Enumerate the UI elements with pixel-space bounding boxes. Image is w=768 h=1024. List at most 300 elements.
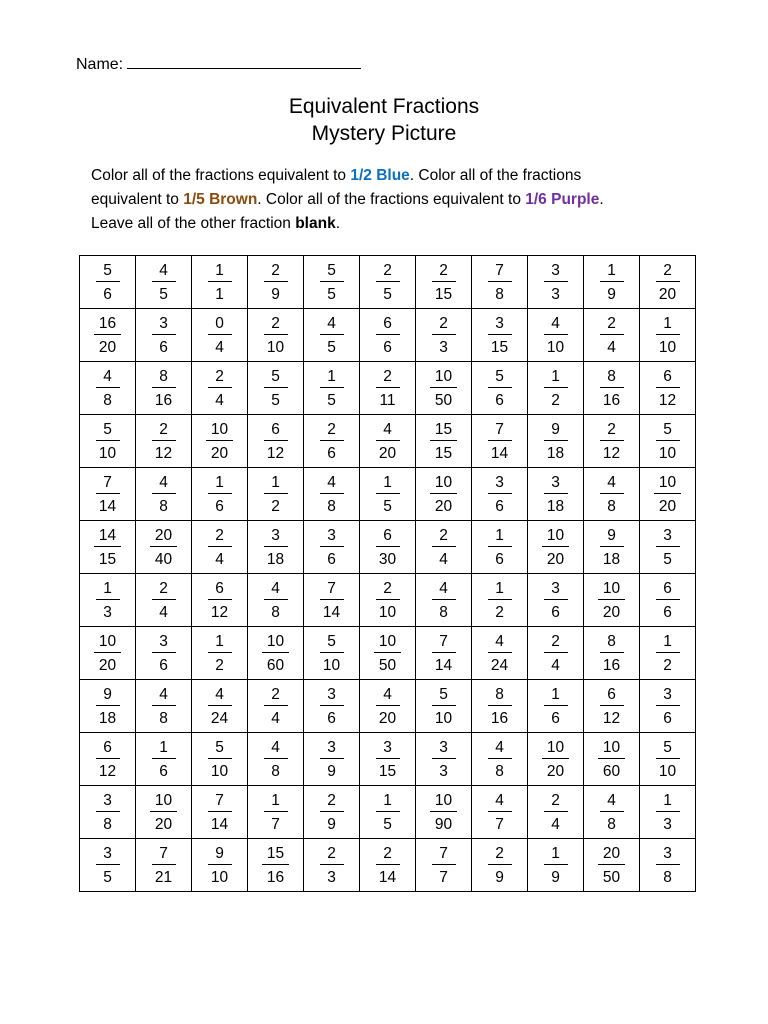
fraction-cell[interactable]: [416, 574, 472, 627]
denominator: 16: [154, 391, 173, 409]
numerator: 1: [264, 473, 288, 494]
grid-row: [80, 733, 696, 786]
fraction-cell[interactable]: [248, 680, 304, 733]
fraction: [80, 526, 135, 569]
fraction-cell[interactable]: [640, 256, 696, 309]
fraction: [584, 314, 639, 357]
denominator: 6: [159, 762, 168, 780]
fraction-cell[interactable]: [248, 786, 304, 839]
fraction-cell[interactable]: [472, 627, 528, 680]
denominator: 1: [215, 285, 224, 303]
denominator: 6: [495, 550, 504, 568]
instructions-line-2: [91, 188, 691, 212]
fraction-cell[interactable]: [584, 733, 640, 786]
fraction-cell[interactable]: [136, 680, 192, 733]
fraction-cell[interactable]: [528, 839, 584, 892]
fraction-cell[interactable]: [248, 309, 304, 362]
denominator: 6: [327, 709, 336, 727]
fraction-cell[interactable]: [304, 733, 360, 786]
fraction-cell[interactable]: [528, 786, 584, 839]
denominator: 2: [271, 497, 280, 515]
fraction-cell[interactable]: [136, 786, 192, 839]
numerator: 4: [96, 367, 120, 388]
fraction-cell[interactable]: [80, 256, 136, 309]
denominator: 8: [495, 762, 504, 780]
fraction: [584, 420, 639, 463]
fraction-cell[interactable]: [584, 839, 640, 892]
fraction: [360, 261, 415, 304]
fraction-cell[interactable]: [584, 786, 640, 839]
instructions-text: Leave all of the other fraction: [91, 215, 296, 232]
fraction-cell[interactable]: [360, 839, 416, 892]
fraction-cell[interactable]: [528, 362, 584, 415]
fraction-cell[interactable]: [528, 415, 584, 468]
grid-row: [80, 521, 696, 574]
numerator: 4: [320, 314, 344, 335]
fraction-cell[interactable]: [192, 786, 248, 839]
fraction-cell[interactable]: [416, 521, 472, 574]
numerator: 1: [544, 685, 568, 706]
fraction-cell[interactable]: [80, 309, 136, 362]
fraction-cell[interactable]: [640, 362, 696, 415]
fraction-cell[interactable]: [472, 468, 528, 521]
fraction: [192, 685, 247, 728]
fraction-cell[interactable]: [304, 680, 360, 733]
denominator: 20: [98, 338, 117, 356]
fraction-cell[interactable]: [136, 362, 192, 415]
fraction-cell[interactable]: [80, 627, 136, 680]
numerator: 4: [488, 791, 512, 812]
numerator: 4: [208, 685, 232, 706]
fraction: [360, 632, 415, 675]
fraction-cell[interactable]: [472, 680, 528, 733]
fraction-cell[interactable]: [640, 786, 696, 839]
denominator: 15: [434, 285, 453, 303]
fraction: [136, 844, 191, 887]
fraction-grid: [79, 255, 696, 892]
fraction-cell[interactable]: [136, 256, 192, 309]
fraction-cell[interactable]: [136, 309, 192, 362]
numerator: 5: [488, 367, 512, 388]
numerator: 1: [376, 791, 400, 812]
fraction-cell[interactable]: [472, 362, 528, 415]
numerator: 10: [542, 738, 569, 759]
fraction: [416, 791, 471, 834]
numerator: 10: [94, 632, 121, 653]
fraction: [640, 791, 695, 834]
fraction: [360, 844, 415, 887]
fraction-cell[interactable]: [192, 839, 248, 892]
denominator: 8: [495, 285, 504, 303]
fraction-cell[interactable]: [640, 309, 696, 362]
fraction: [472, 473, 527, 516]
fraction: [528, 420, 583, 463]
fraction-cell[interactable]: [80, 680, 136, 733]
fraction-cell[interactable]: [640, 839, 696, 892]
numerator: 4: [600, 473, 624, 494]
denominator: 9: [271, 285, 280, 303]
denominator: 4: [271, 709, 280, 727]
fraction: [640, 314, 695, 357]
fraction-cell[interactable]: [192, 627, 248, 680]
denominator: 24: [210, 709, 229, 727]
numerator: 3: [96, 791, 120, 812]
fraction-cell[interactable]: [248, 415, 304, 468]
fraction: [640, 738, 695, 781]
fraction-cell[interactable]: [528, 627, 584, 680]
fraction-cell[interactable]: [80, 839, 136, 892]
numerator: 10: [150, 791, 177, 812]
fraction: [528, 632, 583, 675]
worksheet-title: Equivalent Fractions: [288, 95, 480, 118]
fraction-cell[interactable]: [528, 309, 584, 362]
numerator: 2: [544, 791, 568, 812]
fraction-cell[interactable]: [472, 733, 528, 786]
fraction: [136, 685, 191, 728]
fraction-cell[interactable]: [248, 627, 304, 680]
numerator: 4: [376, 420, 400, 441]
fraction: [248, 261, 303, 304]
fraction-cell[interactable]: [416, 786, 472, 839]
fraction-cell[interactable]: [80, 362, 136, 415]
denominator: 8: [607, 497, 616, 515]
instructions-text: .: [335, 215, 341, 232]
fraction: [248, 314, 303, 357]
denominator: 40: [154, 550, 173, 568]
numerator: 2: [376, 261, 400, 282]
denominator: 16: [266, 868, 285, 886]
fraction-cell[interactable]: [416, 362, 472, 415]
fraction-cell[interactable]: [304, 256, 360, 309]
fraction-cell[interactable]: [248, 256, 304, 309]
fraction-cell[interactable]: [360, 309, 416, 362]
fraction-cell[interactable]: [248, 733, 304, 786]
fraction-cell[interactable]: [360, 574, 416, 627]
fraction: [640, 526, 695, 569]
numerator: 8: [600, 632, 624, 653]
fraction-cell[interactable]: [80, 786, 136, 839]
fraction: [472, 685, 527, 728]
denominator: 10: [210, 762, 229, 780]
numerator: 15: [262, 844, 289, 865]
fraction-cell[interactable]: [192, 309, 248, 362]
fraction: [136, 420, 191, 463]
fraction: [136, 473, 191, 516]
fraction-cell[interactable]: [304, 839, 360, 892]
denominator: 18: [546, 444, 565, 462]
fraction-cell[interactable]: [248, 839, 304, 892]
fraction-cell[interactable]: [136, 468, 192, 521]
fraction-cell[interactable]: [640, 521, 696, 574]
fraction-cell[interactable]: [360, 627, 416, 680]
denominator: 2: [663, 656, 672, 674]
fraction: [584, 738, 639, 781]
fraction-cell[interactable]: [416, 309, 472, 362]
numerator: 3: [488, 314, 512, 335]
fraction-cell[interactable]: [528, 733, 584, 786]
fraction: [640, 685, 695, 728]
numerator: 2: [600, 314, 624, 335]
denominator: 7: [439, 868, 448, 886]
fraction-cell[interactable]: [192, 415, 248, 468]
fraction: [416, 420, 471, 463]
denominator: 3: [663, 815, 672, 833]
fraction-cell[interactable]: [136, 574, 192, 627]
denominator: 4: [215, 550, 224, 568]
fraction-cell[interactable]: [304, 786, 360, 839]
fraction: [360, 420, 415, 463]
denominator: 6: [495, 391, 504, 409]
fraction: [640, 367, 695, 410]
fraction: [304, 738, 359, 781]
numerator: 1: [320, 367, 344, 388]
denominator: 21: [154, 868, 173, 886]
fraction: [416, 314, 471, 357]
numerator: 7: [488, 261, 512, 282]
fraction-cell[interactable]: [640, 627, 696, 680]
denominator: 8: [327, 497, 336, 515]
fraction-cell[interactable]: [640, 415, 696, 468]
numerator: 10: [654, 473, 681, 494]
fraction-cell[interactable]: [304, 362, 360, 415]
numerator: 6: [96, 738, 120, 759]
fraction-cell[interactable]: [360, 680, 416, 733]
fraction: [640, 579, 695, 622]
fraction-cell[interactable]: [80, 574, 136, 627]
fraction-cell[interactable]: [640, 733, 696, 786]
numerator: 6: [376, 314, 400, 335]
denominator: 2: [215, 656, 224, 674]
fraction-cell[interactable]: [192, 680, 248, 733]
numerator: 7: [320, 579, 344, 600]
fraction-cell[interactable]: [360, 362, 416, 415]
fraction-cell[interactable]: [80, 468, 136, 521]
fraction-cell[interactable]: [640, 574, 696, 627]
fraction-cell[interactable]: [248, 574, 304, 627]
numerator: 10: [430, 791, 457, 812]
fraction: [584, 685, 639, 728]
fraction-cell[interactable]: [416, 627, 472, 680]
fraction-cell[interactable]: [304, 309, 360, 362]
fraction-cell[interactable]: [360, 256, 416, 309]
fraction-cell[interactable]: [528, 574, 584, 627]
grid-row: [80, 574, 696, 627]
numerator: 10: [374, 632, 401, 653]
fraction-cell[interactable]: [304, 574, 360, 627]
fraction-cell[interactable]: [472, 574, 528, 627]
denominator: 18: [266, 550, 285, 568]
fraction-cell[interactable]: [80, 733, 136, 786]
fraction-cell[interactable]: [248, 468, 304, 521]
fraction-cell[interactable]: [472, 839, 528, 892]
instructions-line-3: [91, 212, 691, 236]
fraction-cell[interactable]: [80, 521, 136, 574]
denominator: 18: [602, 550, 621, 568]
instructions-text: Color all of the fractions equivalent to: [91, 167, 351, 184]
denominator: 8: [663, 868, 672, 886]
fraction-cell[interactable]: [192, 733, 248, 786]
numerator: 1: [656, 314, 680, 335]
fraction: [304, 261, 359, 304]
fraction: [416, 632, 471, 675]
denominator: 6: [103, 285, 112, 303]
fraction-cell[interactable]: [584, 362, 640, 415]
fraction: [136, 579, 191, 622]
numerator: 4: [488, 632, 512, 653]
fraction: [584, 261, 639, 304]
denominator: 15: [98, 550, 117, 568]
numerator: 4: [600, 791, 624, 812]
fraction-cell[interactable]: [640, 468, 696, 521]
denominator: 6: [495, 497, 504, 515]
fraction-cell[interactable]: [136, 733, 192, 786]
fraction-cell[interactable]: [192, 362, 248, 415]
fraction: [192, 791, 247, 834]
denominator: 20: [546, 762, 565, 780]
fraction-cell[interactable]: [584, 256, 640, 309]
denominator: 5: [103, 868, 112, 886]
denominator: 8: [103, 815, 112, 833]
fraction: [80, 261, 135, 304]
fraction-cell[interactable]: [136, 627, 192, 680]
numerator: 4: [432, 579, 456, 600]
fraction-cell[interactable]: [360, 521, 416, 574]
fraction: [304, 685, 359, 728]
numerator: 2: [264, 261, 288, 282]
denominator: 20: [98, 656, 117, 674]
denominator: 10: [266, 338, 285, 356]
fraction-cell[interactable]: [528, 521, 584, 574]
denominator: 15: [378, 762, 397, 780]
denominator: 4: [215, 338, 224, 356]
numerator: 2: [376, 844, 400, 865]
fraction-cell[interactable]: [416, 468, 472, 521]
fraction: [584, 526, 639, 569]
denominator: 20: [378, 444, 397, 462]
denominator: 10: [322, 656, 341, 674]
name-field: [76, 53, 361, 74]
grid-row: [80, 415, 696, 468]
numerator: 3: [264, 526, 288, 547]
fraction: [416, 526, 471, 569]
numerator: 3: [432, 738, 456, 759]
fraction-cell[interactable]: [416, 256, 472, 309]
numerator: 4: [152, 685, 176, 706]
fraction-cell[interactable]: [472, 521, 528, 574]
denominator: 16: [602, 391, 621, 409]
fraction-cell[interactable]: [584, 680, 640, 733]
fraction: [248, 367, 303, 410]
fraction-cell[interactable]: [416, 680, 472, 733]
fraction: [472, 632, 527, 675]
fraction-cell[interactable]: [192, 574, 248, 627]
fraction-cell[interactable]: [528, 680, 584, 733]
fraction: [80, 473, 135, 516]
fraction-cell[interactable]: [136, 839, 192, 892]
fraction: [192, 738, 247, 781]
numerator: 0: [208, 314, 232, 335]
fraction: [472, 367, 527, 410]
fraction-cell[interactable]: [248, 362, 304, 415]
fraction-cell[interactable]: [584, 627, 640, 680]
fraction-cell[interactable]: [360, 786, 416, 839]
fraction-cell[interactable]: [584, 574, 640, 627]
fraction-cell[interactable]: [584, 415, 640, 468]
numerator: 3: [544, 261, 568, 282]
fraction: [640, 473, 695, 516]
fraction: [80, 791, 135, 834]
denominator: 10: [546, 338, 565, 356]
fraction-cell[interactable]: [360, 733, 416, 786]
fraction-cell[interactable]: [304, 415, 360, 468]
denominator: 14: [378, 868, 397, 886]
numerator: 1: [376, 473, 400, 494]
fraction-cell[interactable]: [80, 415, 136, 468]
denominator: 6: [327, 444, 336, 462]
fraction-cell[interactable]: [136, 521, 192, 574]
fraction-cell[interactable]: [584, 521, 640, 574]
fraction-cell[interactable]: [192, 256, 248, 309]
fraction: [472, 844, 527, 887]
fraction-cell[interactable]: [136, 415, 192, 468]
fraction-cell[interactable]: [584, 309, 640, 362]
numerator: 20: [598, 844, 625, 865]
denominator: 20: [658, 285, 677, 303]
fraction-cell[interactable]: [584, 468, 640, 521]
numerator: 1: [544, 367, 568, 388]
fraction-cell[interactable]: [416, 415, 472, 468]
instructions-line-1: [91, 164, 691, 188]
numerator: 1: [544, 844, 568, 865]
fraction-cell[interactable]: [472, 786, 528, 839]
fraction-cell[interactable]: [304, 627, 360, 680]
denominator: 30: [378, 550, 397, 568]
fraction: [528, 791, 583, 834]
fraction-cell[interactable]: [248, 521, 304, 574]
numerator: 1: [96, 579, 120, 600]
denominator: 6: [383, 338, 392, 356]
fraction-cell[interactable]: [192, 521, 248, 574]
fraction-cell[interactable]: [528, 256, 584, 309]
fraction-cell[interactable]: [416, 733, 472, 786]
fraction-cell[interactable]: [304, 468, 360, 521]
fraction: [472, 738, 527, 781]
fraction-cell[interactable]: [472, 415, 528, 468]
fraction-cell[interactable]: [528, 468, 584, 521]
fraction: [584, 632, 639, 675]
fraction-cell[interactable]: [472, 256, 528, 309]
fraction-cell[interactable]: [360, 415, 416, 468]
fraction-cell[interactable]: [360, 468, 416, 521]
numerator: 1: [488, 526, 512, 547]
numerator: 3: [376, 738, 400, 759]
numerator: 9: [544, 420, 568, 441]
numerator: 5: [264, 367, 288, 388]
fraction-cell[interactable]: [472, 309, 528, 362]
fraction-cell[interactable]: [192, 468, 248, 521]
denominator: 6: [551, 603, 560, 621]
fraction: [192, 261, 247, 304]
numerator: 2: [432, 526, 456, 547]
denominator: 6: [215, 497, 224, 515]
denominator: 14: [322, 603, 341, 621]
fraction-cell[interactable]: [416, 839, 472, 892]
numerator: 1: [488, 579, 512, 600]
fraction-cell[interactable]: [304, 521, 360, 574]
fraction: [192, 314, 247, 357]
denominator: 9: [327, 762, 336, 780]
fraction-cell[interactable]: [640, 680, 696, 733]
